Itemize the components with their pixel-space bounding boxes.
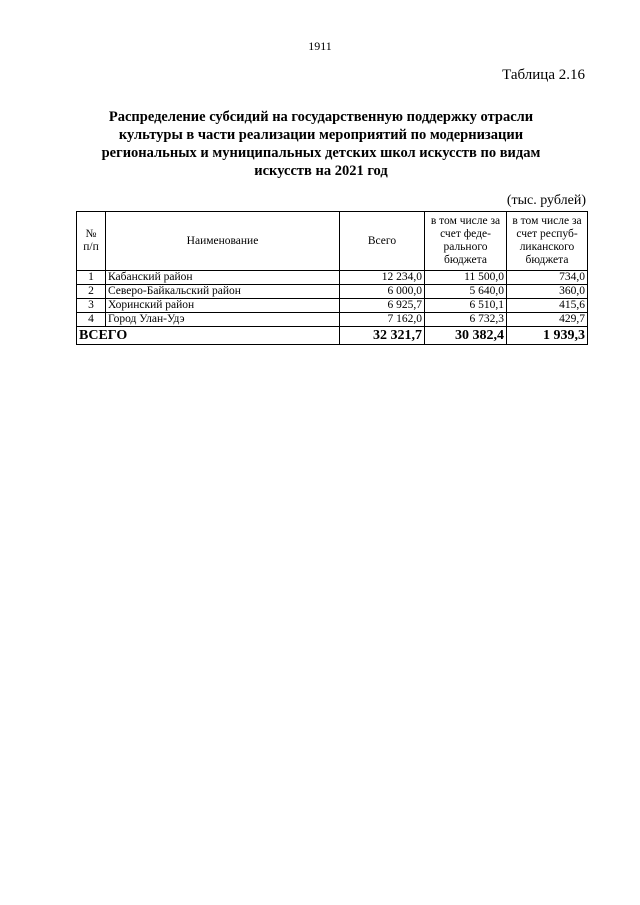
header-total: Всего <box>340 212 425 271</box>
table-row <box>77 271 588 285</box>
total-federal: 30 382,4 <box>425 327 507 345</box>
table-row <box>77 313 588 327</box>
row-num: 2 <box>77 285 106 299</box>
title-line: искусств на 2021 год <box>254 163 388 179</box>
row-name: Город Улан-Удэ <box>106 313 340 327</box>
title-line: культуры в части реализации мероприятий по модернизации <box>118 127 524 143</box>
total-label: ВСЕГО <box>77 327 340 345</box>
subsidy-table <box>76 211 588 345</box>
row-name: Кабанский район <box>106 271 340 285</box>
table-row <box>77 299 588 313</box>
row-federal: 11 500,0 <box>425 271 507 285</box>
table-row <box>77 285 588 299</box>
header-republic: в том числе за счет респуб- ликанского бюджета <box>507 212 588 271</box>
row-num: 4 <box>77 313 106 327</box>
row-name: Северо-Байкальский район <box>106 285 340 299</box>
total-row <box>77 327 588 345</box>
row-republic: 415,6 <box>507 299 588 313</box>
total-sum: 32 321,7 <box>340 327 425 345</box>
header-name: Наименование <box>106 212 340 271</box>
row-name: Хоринский район <box>106 299 340 313</box>
header-num: № п/п <box>77 212 106 271</box>
row-total: 6 000,0 <box>340 285 425 299</box>
row-federal: 5 640,0 <box>425 285 507 299</box>
row-total: 7 162,0 <box>340 313 425 327</box>
row-republic: 429,7 <box>507 313 588 327</box>
table-header-row <box>77 212 588 271</box>
row-federal: 6 732,3 <box>425 313 507 327</box>
title-line: региональных и муниципальных детских школ искусств по видам <box>101 145 541 161</box>
row-num: 1 <box>77 271 106 285</box>
row-republic: 360,0 <box>507 285 588 299</box>
header-federal: в том числе за счет феде- рального бюджета <box>425 212 507 271</box>
row-total: 12 234,0 <box>340 271 425 285</box>
title-line: Распределение субсидий на государственную поддержку отрасли <box>108 109 534 125</box>
row-republic: 734,0 <box>507 271 588 285</box>
page-number: 1911 <box>308 39 332 53</box>
total-republic: 1 939,3 <box>507 327 588 345</box>
table-caption: Таблица 2.16 <box>502 67 585 83</box>
units-label: (тыс. рублей) <box>506 193 586 208</box>
row-federal: 6 510,1 <box>425 299 507 313</box>
row-num: 3 <box>77 299 106 313</box>
document-title <box>90 108 552 180</box>
row-total: 6 925,7 <box>340 299 425 313</box>
